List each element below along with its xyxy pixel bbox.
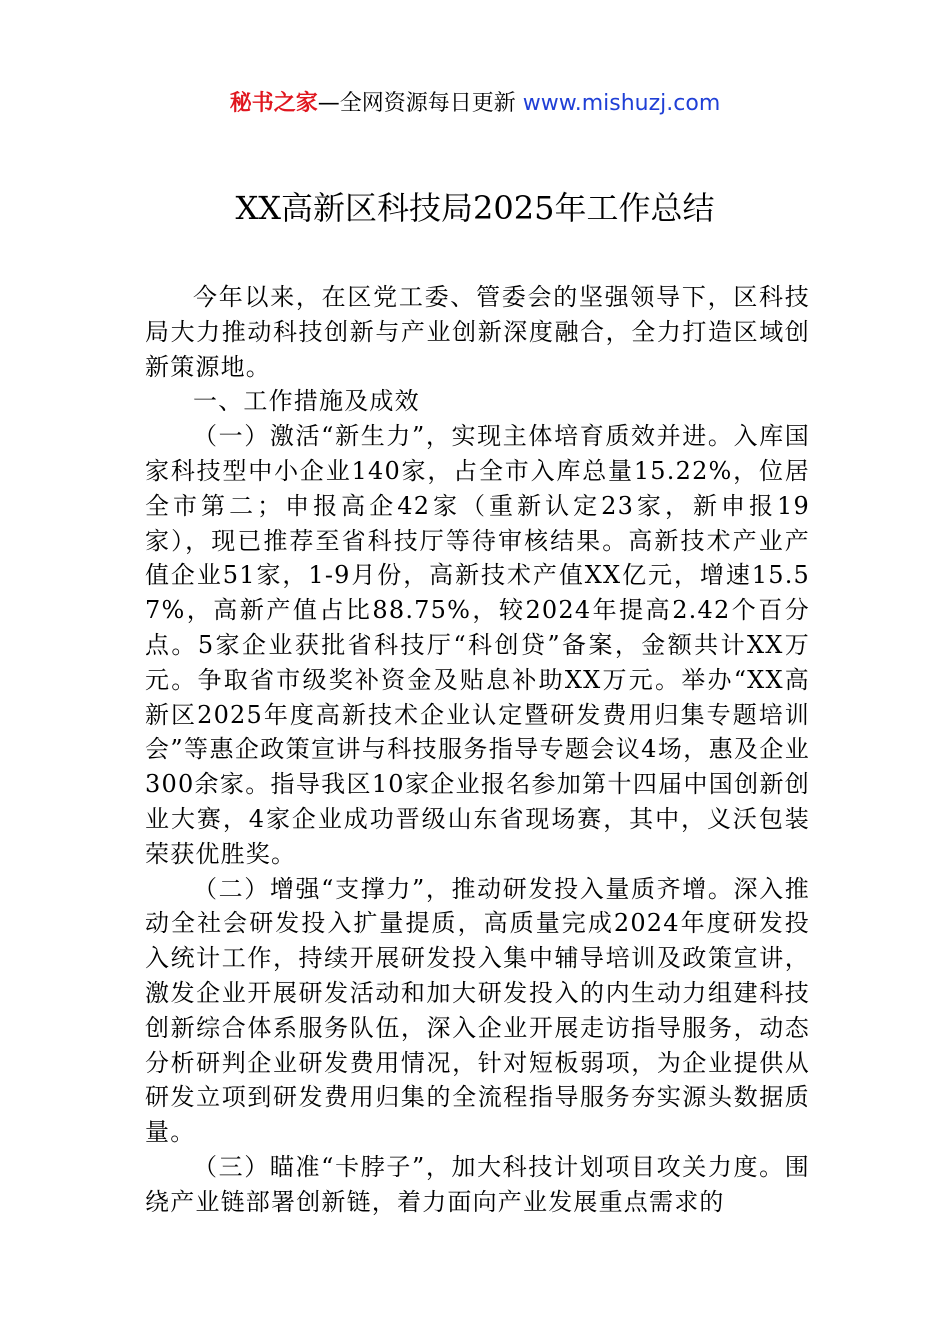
- paragraph-intro: 今年以来，在区党工委、管委会的坚强领导下，区科技局大力推动科技创新与产业创新深度融合，全力打造区域创新策源地。: [145, 283, 810, 381]
- section-heading: 一、工作措施及成效: [193, 387, 420, 416]
- paragraph-section-2: （二）增强“支撑力”，推动研发投入量质齐增。深入推动全社会研发投入扩量提质，高质量完成2024年度研发投入统计工作，持续开展研发投入集中辅导培训及政策宣讲，激发企业开展研发活动和加大研发投入的内生动力组建科技创新综合体系服务队伍，深入企业开展走访指导服务，动态分析研判企业研发费用情况，针对短板弱项，为企业提供从研发立项到研发费用归集的全流程指导服务夯实源头数据质量。: [145, 874, 810, 1147]
- site-tagline: —全网资源每日更新: [317, 91, 523, 116]
- site-url-link[interactable]: www.mishuzj.com: [522, 91, 721, 116]
- document-title: XX高新区科技局2025年工作总结: [235, 189, 715, 227]
- site-header: [0, 88, 950, 120]
- site-brand: 秘书之家: [229, 91, 318, 116]
- paragraph-section-1: （一）激活“新生力”，实现主体培育质效并进。入库国家科技型中小企业140家，占全市入库总量15.22%，位居全市第二；申报高企42家（重新认定23家，新申报19家），现已推荐至省科技厅等待审核结果。高新技术产业产值企业51家，1-9月份，高新技术产值XX亿元，增速15.57%，高新产值占比88.75%，较2024年提高2.42个百分点。5家企业获批省科技厅“科创贷”备案，金额共计XX万元。争取省市级奖补资金及贴息补助XX万元。举办“XX高新区2025年度高新技术企业认定暨研发费用归集专题培训会”等惠企政策宣讲与科技服务指导专题会议4场，惠及企业300余家。指导我区10家企业报名参加第十四届中国创新创业大赛，4家企业成功晋级山东省现场赛，其中，义沃包装荣获优胜奖。: [145, 422, 810, 868]
- document-body: [145, 280, 810, 1220]
- paragraph-section-3: （三）瞄准“卡脖子”，加大科技计划项目攻关力度。围绕产业链部署创新链，着力面向产业发展重点需求的: [145, 1152, 810, 1216]
